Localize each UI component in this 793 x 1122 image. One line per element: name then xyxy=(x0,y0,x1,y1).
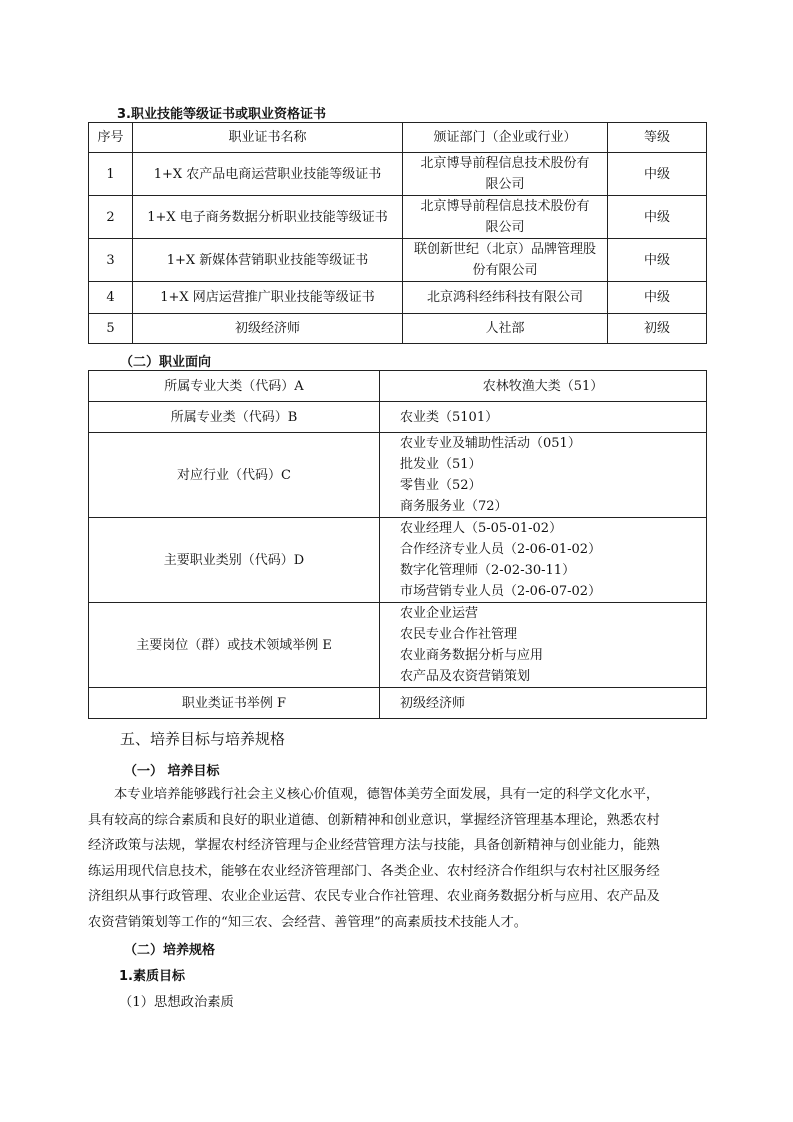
col-header-dept: 颁证部门（企业或行业） xyxy=(403,123,608,153)
item-heading: （1）思想政治素质 xyxy=(119,995,234,1010)
value-line: 批发业（51） xyxy=(400,457,482,472)
dept-line: 限公司 xyxy=(485,220,525,235)
cell-name: 初级经济师 xyxy=(133,314,403,344)
cert-table-header xyxy=(89,123,707,153)
value-line: 零售业（52） xyxy=(400,478,482,493)
value-line: 商务服务业（72） xyxy=(400,499,508,514)
cell-name: 1+X 电子商务数据分析职业技能等级证书 xyxy=(133,196,403,239)
col-header-level: 等级 xyxy=(608,123,707,153)
cell-no: 1 xyxy=(89,153,133,196)
cell-level: 中级 xyxy=(608,282,707,314)
table-row xyxy=(89,153,707,196)
cell-no: 4 xyxy=(89,282,133,314)
col-header-no: 序号 xyxy=(89,123,133,153)
value-line: 农业企业运营 xyxy=(400,606,479,621)
cell-no: 2 xyxy=(89,196,133,239)
value-line: 农业商务数据分析与应用 xyxy=(400,648,544,663)
row-value xyxy=(380,433,707,518)
value-line: 农民专业合作社管理 xyxy=(400,627,518,642)
cell-level: 中级 xyxy=(608,153,707,196)
dept-line: 北京博导前程信息技术股份有 xyxy=(420,199,590,214)
paragraph-line: 农资营销策划等工作的“知三农、会经营、善管理”的高素质技术技能人才。 xyxy=(88,914,528,930)
row-label: 主要岗位（群）或技术领域举例 E xyxy=(89,603,380,688)
quality-goal-heading: 1.素质目标 xyxy=(119,969,185,984)
table-row xyxy=(89,688,707,719)
dept-line: 份有限公司 xyxy=(472,263,538,278)
table-row xyxy=(89,196,707,239)
cell-dept xyxy=(403,153,608,196)
career-section-title: （二）职业面向 xyxy=(120,355,212,370)
row-value: 农业类（5101） xyxy=(380,402,707,433)
cell-level: 初级 xyxy=(608,314,707,344)
row-label: 主要职业类别（代码）D xyxy=(89,518,380,603)
cell-no: 5 xyxy=(89,314,133,344)
cell-dept xyxy=(403,196,608,239)
cell-level: 中级 xyxy=(608,239,707,282)
subsection-heading-goal: （一） 培养目标 xyxy=(124,764,220,779)
paragraph-line: 练运用现代信息技术，能够在农业经济管理部门、各类企业、农村经济合作组织与农村社区服务经 xyxy=(88,863,660,879)
table-row xyxy=(89,371,707,402)
table-row xyxy=(89,433,707,518)
section-heading: 五、培养目标与培养规格 xyxy=(120,730,286,748)
cell-dept xyxy=(403,239,608,282)
cell-name: 1+X 新媒体营销职业技能等级证书 xyxy=(133,239,403,282)
cell-dept: 北京鸿科经纬科技有限公司 xyxy=(403,282,608,314)
table-row xyxy=(89,603,707,688)
table-row xyxy=(89,314,707,344)
cell-level: 中级 xyxy=(608,196,707,239)
row-label: 对应行业（代码）C xyxy=(89,433,380,518)
row-value: 初级经济师 xyxy=(380,688,707,719)
dept-line: 北京博导前程信息技术股份有 xyxy=(420,156,590,171)
cert-table xyxy=(88,122,707,344)
value-line: 数字化管理师（2-02-30-11） xyxy=(400,563,576,578)
table-row xyxy=(89,402,707,433)
row-value xyxy=(380,603,707,688)
dept-line: 限公司 xyxy=(485,177,525,192)
cell-name: 1+X 农产品电商运营职业技能等级证书 xyxy=(133,153,403,196)
career-table xyxy=(88,370,707,719)
cell-no: 3 xyxy=(89,239,133,282)
cell-dept: 人社部 xyxy=(403,314,608,344)
row-value: 农林牧渔大类（51） xyxy=(380,371,707,402)
row-value xyxy=(380,518,707,603)
table-row xyxy=(89,239,707,282)
cell-name: 1+X 网店运营推广职业技能等级证书 xyxy=(133,282,403,314)
goal-paragraph xyxy=(88,782,705,936)
paragraph-line: 济组织从事行政管理、农业企业运营、农民专业合作社管理、农业商务数据分析与应用、农产品及 xyxy=(88,889,660,905)
subsection-heading-spec: （二）培养规格 xyxy=(124,943,216,958)
paragraph-line: 经济政策与法规，掌握农村经济管理与企业经营管理方法与技能，具备创新精神与创业能力，能熟 xyxy=(88,838,660,854)
value-line: 农产品及农资营销策划 xyxy=(400,669,531,684)
dept-line: 联创新世纪（北京）品牌管理股 xyxy=(413,242,596,257)
table-row xyxy=(89,282,707,314)
row-label: 职业类证书举例 F xyxy=(89,688,380,719)
value-line: 市场营销专业人员（2-06-07-02） xyxy=(400,584,602,599)
table-row xyxy=(89,518,707,603)
cert-section-title: 3.职业技能等级证书或职业资格证书 xyxy=(117,107,326,122)
value-line: 农业专业及辅助性活动（051） xyxy=(400,436,581,451)
paragraph-line: 具有较高的综合素质和良好的职业道德、创新精神和创业意识，掌握经济管理基本理论，熟悉农村 xyxy=(88,812,660,828)
paragraph-line: 本专业培养能够践行社会主义核心价值观，德智体美劳全面发展，具有一定的科学文化水平， xyxy=(114,787,660,802)
value-line: 农业经理人（5-05-01-02） xyxy=(400,521,563,536)
row-label: 所属专业大类（代码）A xyxy=(89,371,380,402)
col-header-name: 职业证书名称 xyxy=(133,123,403,153)
row-label: 所属专业类（代码）B xyxy=(89,402,380,433)
value-line: 合作经济专业人员（2-06-01-02） xyxy=(400,542,602,557)
